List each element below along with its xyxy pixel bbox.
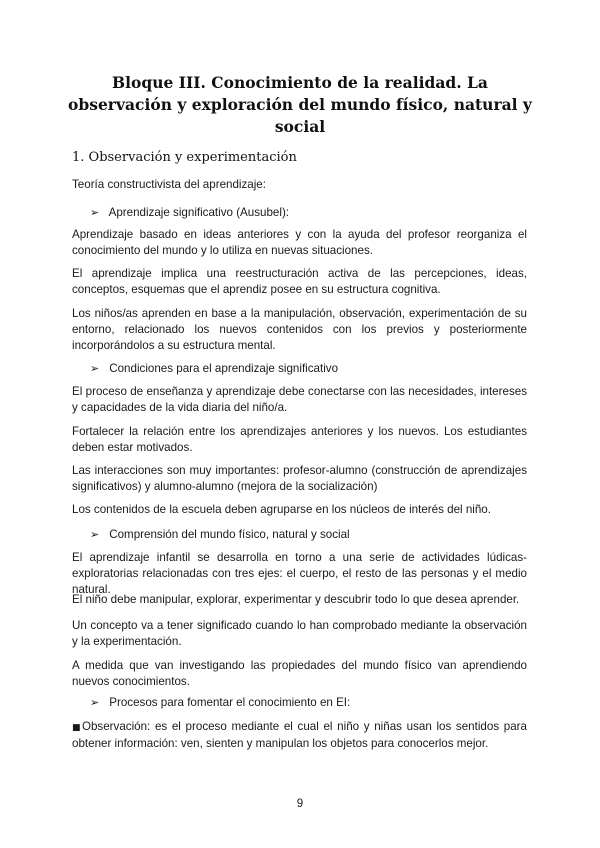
observation-paragraph [72,719,527,752]
paragraph: Los niños/as aprenden en base a la manipulación, observación, experimentación de su entorno, relacionado los nuevos contenidos con los previos y posteriormente incorporándolos a su estructura mental. [72,307,527,352]
page-number: 9 [296,798,304,810]
paragraph: Las interacciones son muy importantes: profesor-alumno (construcción de aprendizajes significativos) y alumno-alumno (mejora de la socialización) [72,464,527,493]
bullet-label: Procesos para fomentar el conocimiento en EI: [109,696,351,709]
square-bullet-icon: ■ [72,723,82,733]
page-title: Bloque III. Conocimiento de la realidad. La observación y exploración del mundo físico, natural y social [68,73,532,136]
bullet-item [90,527,350,543]
paragraph: A medida que van investigando las propiedades del mundo físico van aprendiendo nuevos conocimientos. [72,659,527,688]
arrow-bullet-icon: ➢ [90,528,100,541]
paragraph: Un concepto va a tener significado cuando lo han comprobado mediante la observación y la experimentación. [72,619,527,648]
paragraph: Los contenidos de la escuela deben agruparse en los núcleos de interés del niño. [72,503,491,516]
bullet-label: Condiciones para el aprendizaje significativo [109,362,339,375]
arrow-bullet-icon: ➢ [90,696,100,709]
paragraph: Aprendizaje basado en ideas anteriores y con la ayuda del profesor reorganiza el conocimiento del mundo y lo utiliza en nuevas situaciones. [72,228,527,257]
paragraph: El niño debe manipular, explorar, experimentar y descubrir todo lo que desea aprender. [72,593,520,606]
arrow-bullet-icon: ➢ [90,362,100,375]
paragraph: El aprendizaje infantil se desarrolla en torno a una serie de actividades lúdicas-exploratorias relacionadas con tres ejes: el cuerpo, el resto de las personas y el medio natural. [72,551,527,596]
bullet-label: Comprensión del mundo físico, natural y social [109,528,350,541]
paragraph: El proceso de enseñanza y aprendizaje debe conectarse con las necesidades, intereses y capacidades de la vida diaria del niño/a. [72,385,527,414]
bullet-item [90,361,338,377]
bullet-label: Aprendizaje significativo (Ausubel): [108,206,290,219]
arrow-bullet-icon: ➢ [90,206,100,219]
bullet-item [90,695,350,711]
paragraph: Fortalecer la relación entre los aprendizajes anteriores y los nuevos. Los estudiantes deben estar motivados. [72,425,527,454]
paragraph: El aprendizaje implica una reestructuración activa de las percepciones, ideas, conceptos, esquemas que el aprendiz posee en su estructura cognitiva. [72,267,527,296]
bullet-item [90,205,289,221]
section-heading: 1. Observación y experimentación [72,150,297,165]
observation-text: Observación: es el proceso mediante el cual el niño y niñas usan los sentidos para obtener información: ven, sienten y manipulan los objetos para conocerlos mejor. [72,720,527,750]
intro-text: Teoría constructivista del aprendizaje: [72,178,266,191]
